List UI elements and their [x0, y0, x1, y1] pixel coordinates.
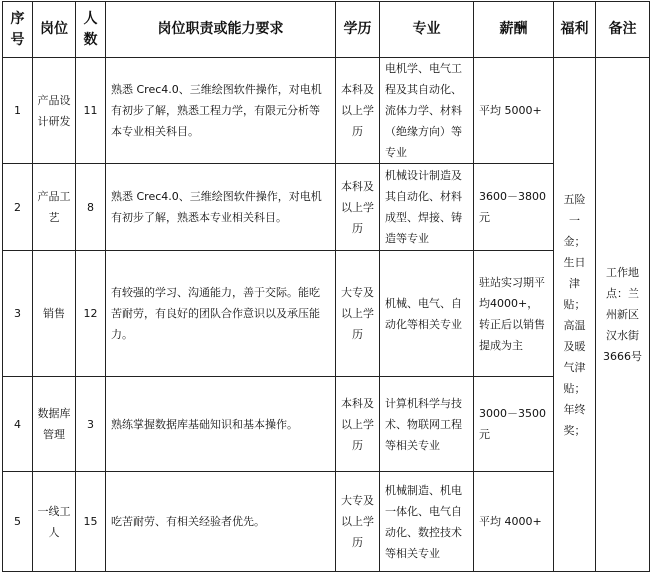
- row-major: 机械、电气、自动化等相关专业: [380, 251, 474, 377]
- row-duties: 熟练掌握数据库基础知识和基本操作。: [106, 377, 336, 472]
- row-education: 大专及以上学历: [336, 251, 380, 377]
- row-education: 本科及以上学历: [336, 164, 380, 251]
- row-salary: 平均 5000+: [474, 58, 554, 164]
- table-row: [3, 472, 650, 572]
- row-duties: 吃苦耐劳、有相关经验者优先。: [106, 472, 336, 572]
- recruitment-table: [2, 1, 650, 572]
- table-row: [3, 58, 650, 164]
- header-duties: 岗位职责或能力要求: [106, 2, 336, 58]
- row-education: 大专及以上学历: [336, 472, 380, 572]
- row-count: 15: [76, 472, 106, 572]
- row-seq: 1: [3, 58, 33, 164]
- row-count: 11: [76, 58, 106, 164]
- table-row: [3, 251, 650, 377]
- row-duties: 熟悉 Crec4.0、三维绘图软件操作，对电机有初步了解，熟悉本专业相关科目。: [106, 164, 336, 251]
- row-seq: 3: [3, 251, 33, 377]
- row-seq: 2: [3, 164, 33, 251]
- row-education: 本科及以上学历: [336, 377, 380, 472]
- welfare-cell: 五险一金；生日津贴；高温及暖气津贴；年终奖；: [554, 58, 596, 572]
- row-salary: 3600－3800 元: [474, 164, 554, 251]
- table-row: [3, 164, 650, 251]
- remarks-cell: 工作地点：兰州新区汉水街3666号: [596, 58, 650, 572]
- header-count: 人数: [76, 2, 106, 58]
- header-major: 专业: [380, 2, 474, 58]
- row-education: 本科及以上学历: [336, 58, 380, 164]
- row-position: 产品工艺: [33, 164, 76, 251]
- row-position: 销售: [33, 251, 76, 377]
- row-duties: 熟悉 Crec4.0、三维绘图软件操作，对电机有初步了解，熟悉工程力学，有限元分析等本专业相关科目。: [106, 58, 336, 164]
- row-position: 产品设计研发: [33, 58, 76, 164]
- row-salary: 平均 4000+: [474, 472, 554, 572]
- row-salary: 驻站实习期平均4000+，转正后以销售提成为主: [474, 251, 554, 377]
- row-major: 机械制造、机电一体化、电气自动化、数控技术等相关专业: [380, 472, 474, 572]
- row-count: 8: [76, 164, 106, 251]
- row-position: 数据库管理: [33, 377, 76, 472]
- row-duties: 有较强的学习、沟通能力，善于交际。能吃苦耐劳，有良好的团队合作意识以及承压能力。: [106, 251, 336, 377]
- header-salary: 薪酬: [474, 2, 554, 58]
- row-position: 一线工人: [33, 472, 76, 572]
- row-salary: 3000－3500 元: [474, 377, 554, 472]
- header-seq: 序号: [3, 2, 33, 58]
- header-welfare: 福利: [554, 2, 596, 58]
- row-major: 计算机科学与技术、物联网工程等相关专业: [380, 377, 474, 472]
- row-seq: 5: [3, 472, 33, 572]
- row-major: 机械设计制造及其自动化、材料成型、焊接、铸造等专业: [380, 164, 474, 251]
- header-remarks: 备注: [596, 2, 650, 58]
- header-row: [3, 2, 650, 58]
- row-count: 12: [76, 251, 106, 377]
- table-row: [3, 377, 650, 472]
- header-position: 岗位: [33, 2, 76, 58]
- row-count: 3: [76, 377, 106, 472]
- row-seq: 4: [3, 377, 33, 472]
- row-major: 电机学、电气工程及其自动化、流体力学、材料（绝缘方向）等专业: [380, 58, 474, 164]
- header-education: 学历: [336, 2, 380, 58]
